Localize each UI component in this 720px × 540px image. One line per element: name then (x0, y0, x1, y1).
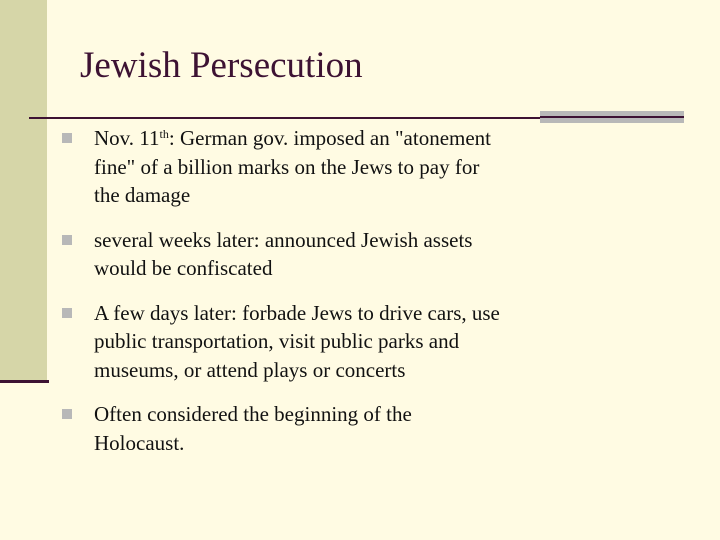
square-bullet-icon (62, 133, 72, 143)
bullet-item (60, 124, 500, 210)
bullet-item (60, 400, 500, 457)
left-band-underline (0, 380, 49, 383)
bullet-text: Often considered the beginning of the Holocaust. (94, 402, 412, 455)
square-bullet-icon (62, 308, 72, 318)
bullet-item (60, 226, 500, 283)
left-accent-band (0, 0, 47, 382)
slide-title: Jewish Persecution (80, 45, 363, 86)
title-divider (29, 117, 540, 119)
bullet-text: several weeks later: announced Jewish assets would be confiscated (94, 227, 473, 280)
bullet-list (60, 124, 500, 473)
bullet-text: A few days later: forbade Jews to drive cars, use public transportation, visit public parks and museums, or attend plays or concerts (94, 300, 500, 382)
square-bullet-icon (62, 409, 72, 419)
square-bullet-icon (62, 235, 72, 245)
bullet-item (60, 299, 500, 385)
bullet-text: Nov. 11th: German gov. imposed an "atonement fine" of a billion marks on the Jews to pay for the damage (94, 126, 492, 207)
title-divider-accent-line (540, 116, 684, 118)
